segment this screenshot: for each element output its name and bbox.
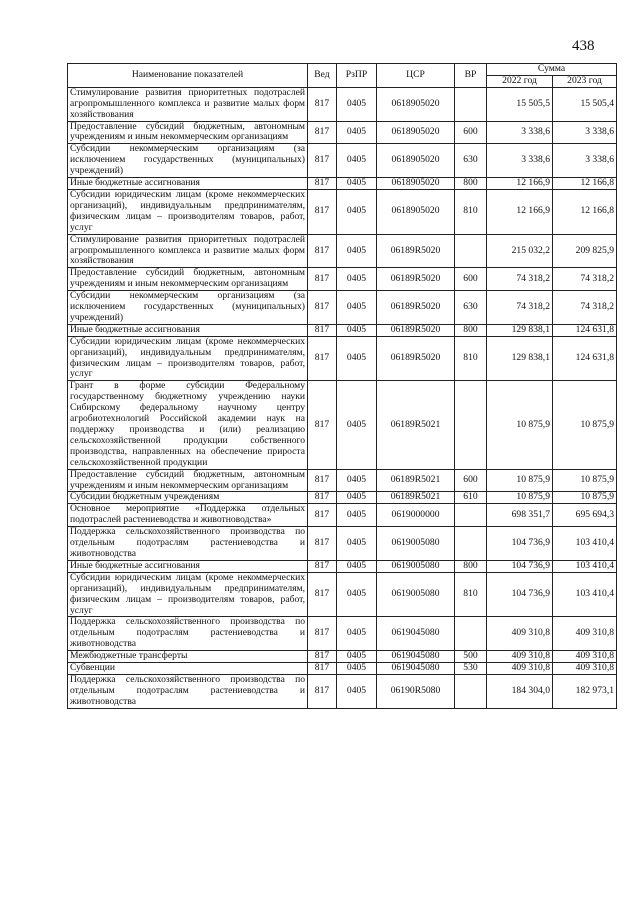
- cell-vr: 500: [455, 651, 487, 663]
- table-row: [68, 324, 617, 336]
- cell-csr: 0619045080: [377, 617, 455, 651]
- table-row: [68, 144, 617, 178]
- cell-y2023: 182 973,1: [553, 674, 617, 708]
- col-header-sum: Сумма: [487, 64, 617, 76]
- table-row: [68, 572, 617, 617]
- cell-rzpr: 0405: [337, 572, 377, 617]
- cell-y2022: 129 838,1: [487, 336, 553, 381]
- cell-y2022: 12 166,9: [487, 178, 553, 190]
- cell-ved: 817: [308, 651, 337, 663]
- cell-name: Поддержка сельскохозяйственного производства по отдельным подотраслям растениеводства и животноводства: [68, 674, 308, 708]
- cell-ved: 817: [308, 324, 337, 336]
- cell-csr: 0618905020: [377, 121, 455, 144]
- cell-vr: [455, 87, 487, 121]
- cell-ved: 817: [308, 336, 337, 381]
- cell-rzpr: 0405: [337, 268, 377, 291]
- cell-name: Поддержка сельскохозяйственного производства по отдельным подотраслям растениеводства и животноводства: [68, 617, 308, 651]
- cell-vr: 810: [455, 189, 487, 234]
- table-row: [68, 663, 617, 675]
- cell-ved: 817: [308, 291, 337, 325]
- cell-ved: 817: [308, 469, 337, 492]
- cell-rzpr: 0405: [337, 663, 377, 675]
- cell-ved: 817: [308, 178, 337, 190]
- cell-rzpr: 0405: [337, 324, 377, 336]
- cell-csr: 0619005080: [377, 527, 455, 561]
- cell-y2022: 129 838,1: [487, 324, 553, 336]
- cell-rzpr: 0405: [337, 178, 377, 190]
- cell-name: Субсидии юридическим лицам (кроме некоммерческих организаций), индивидуальным предпринимателям, физическим лицам – производителям товаров, работ, услуг: [68, 189, 308, 234]
- cell-ved: 817: [308, 234, 337, 268]
- cell-y2023: 10 875,9: [553, 469, 617, 492]
- table-row: [68, 674, 617, 708]
- cell-vr: [455, 674, 487, 708]
- cell-y2023: 103 410,4: [553, 527, 617, 561]
- cell-ved: 817: [308, 381, 337, 469]
- cell-name: Субсидии юридическим лицам (кроме некоммерческих организаций), индивидуальным предпринимателям, физическим лицам – производителям товаров, работ, услуг: [68, 572, 308, 617]
- cell-name: Иные бюджетные ассигнования: [68, 324, 308, 336]
- table-row: [68, 381, 617, 469]
- cell-name: Иные бюджетные ассигнования: [68, 178, 308, 190]
- cell-ved: 817: [308, 560, 337, 572]
- cell-y2022: 409 310,8: [487, 617, 553, 651]
- cell-y2022: 104 736,9: [487, 572, 553, 617]
- cell-rzpr: 0405: [337, 492, 377, 504]
- budget-table: [67, 63, 617, 709]
- cell-csr: 06189R5021: [377, 381, 455, 469]
- cell-csr: 0618905020: [377, 144, 455, 178]
- table-header: [68, 64, 617, 88]
- cell-ved: 817: [308, 572, 337, 617]
- cell-vr: [455, 617, 487, 651]
- cell-y2023: 695 694,3: [553, 504, 617, 527]
- cell-ved: 817: [308, 674, 337, 708]
- table-row: [68, 617, 617, 651]
- cell-vr: [455, 381, 487, 469]
- cell-vr: 800: [455, 560, 487, 572]
- col-header-name: Наименование показателей: [68, 64, 308, 88]
- cell-y2023: 3 338,6: [553, 144, 617, 178]
- cell-csr: 06189R5021: [377, 469, 455, 492]
- col-header-rzpr: РзПР: [337, 64, 377, 88]
- cell-ved: 817: [308, 492, 337, 504]
- col-header-csr: ЦСР: [377, 64, 455, 88]
- cell-y2023: 10 875,9: [553, 492, 617, 504]
- cell-rzpr: 0405: [337, 651, 377, 663]
- cell-name: Субсидии бюджетным учреждениям: [68, 492, 308, 504]
- cell-y2022: 74 318,2: [487, 291, 553, 325]
- cell-rzpr: 0405: [337, 189, 377, 234]
- col-header-2023: 2023 год: [553, 75, 617, 87]
- cell-ved: 817: [308, 121, 337, 144]
- table-row: [68, 291, 617, 325]
- cell-vr: 600: [455, 268, 487, 291]
- cell-csr: 0619045080: [377, 663, 455, 675]
- cell-csr: 06189R5020: [377, 324, 455, 336]
- cell-csr: 06189R5020: [377, 234, 455, 268]
- cell-name: Стимулирование развития приоритетных подотраслей агропромышленного комплекса и развитие малых форм хозяйствования: [68, 87, 308, 121]
- cell-csr: 06190R5080: [377, 674, 455, 708]
- cell-csr: 0619005080: [377, 572, 455, 617]
- cell-csr: 06189R5021: [377, 492, 455, 504]
- cell-y2023: 3 338,6: [553, 121, 617, 144]
- cell-vr: 800: [455, 178, 487, 190]
- table-row: [68, 651, 617, 663]
- cell-rzpr: 0405: [337, 527, 377, 561]
- table-row: [68, 492, 617, 504]
- cell-vr: 810: [455, 572, 487, 617]
- cell-y2022: 215 032,2: [487, 234, 553, 268]
- cell-y2023: 124 631,8: [553, 324, 617, 336]
- cell-csr: 0618905020: [377, 87, 455, 121]
- cell-y2023: 74 318,2: [553, 268, 617, 291]
- page-number: 438: [572, 38, 595, 54]
- cell-rzpr: 0405: [337, 381, 377, 469]
- col-header-ved: Вед: [308, 64, 337, 88]
- cell-ved: 817: [308, 504, 337, 527]
- table-row: [68, 560, 617, 572]
- cell-vr: 600: [455, 121, 487, 144]
- cell-rzpr: 0405: [337, 674, 377, 708]
- cell-name: Субсидии юридическим лицам (кроме некоммерческих организаций), индивидуальным предпринимателям, физическим лицам – производителям товаров, работ, услуг: [68, 336, 308, 381]
- table-row: [68, 469, 617, 492]
- cell-vr: 610: [455, 492, 487, 504]
- cell-rzpr: 0405: [337, 291, 377, 325]
- cell-name: Субвенции: [68, 663, 308, 675]
- table-row: [68, 178, 617, 190]
- cell-rzpr: 0405: [337, 87, 377, 121]
- cell-y2022: 698 351,7: [487, 504, 553, 527]
- cell-vr: 530: [455, 663, 487, 675]
- cell-ved: 817: [308, 527, 337, 561]
- cell-y2022: 15 505,5: [487, 87, 553, 121]
- cell-y2022: 3 338,6: [487, 144, 553, 178]
- cell-vr: [455, 527, 487, 561]
- cell-y2023: 10 875,9: [553, 381, 617, 469]
- cell-vr: 600: [455, 469, 487, 492]
- cell-y2022: 409 310,8: [487, 663, 553, 675]
- cell-y2023: 12 166,8: [553, 189, 617, 234]
- cell-y2023: 103 410,4: [553, 572, 617, 617]
- table-row: [68, 268, 617, 291]
- cell-name: Основное мероприятие «Поддержка отдельных подотраслей растениеводства и животноводства»: [68, 504, 308, 527]
- cell-ved: 817: [308, 663, 337, 675]
- cell-y2022: 104 736,9: [487, 527, 553, 561]
- cell-name: Субсидии некоммерческим организациям (за исключением государственных (муниципальных) учреждений): [68, 291, 308, 325]
- cell-ved: 817: [308, 268, 337, 291]
- col-header-vr: ВР: [455, 64, 487, 88]
- cell-name: Предоставление субсидий бюджетным, автономным учреждениям и иным некоммерческим организациям: [68, 268, 308, 291]
- table-body: [68, 87, 617, 708]
- cell-rzpr: 0405: [337, 336, 377, 381]
- cell-y2022: 12 166,9: [487, 189, 553, 234]
- cell-y2023: 209 825,9: [553, 234, 617, 268]
- cell-name: Предоставление субсидий бюджетным, автономным учреждениям и иным некоммерческим организациям: [68, 469, 308, 492]
- cell-ved: 817: [308, 87, 337, 121]
- cell-y2023: 103 410,4: [553, 560, 617, 572]
- cell-name: Предоставление субсидий бюджетным, автономным учреждениям и иным некоммерческим организациям: [68, 121, 308, 144]
- table-row: [68, 189, 617, 234]
- cell-csr: 0619005080: [377, 560, 455, 572]
- cell-csr: 0619000000: [377, 504, 455, 527]
- cell-name: Грант в форме субсидии Федеральному государственному бюджетному учреждению науки Сибирскому федеральному научному центру агробиотехнологий Российской академии наук на поддержку производства и (или) реализацию сельскохозяйственной продукции собственного производства, направленных на обеспечение прироста сельскохозяйственной продукции: [68, 381, 308, 469]
- cell-y2023: 124 631,8: [553, 336, 617, 381]
- cell-rzpr: 0405: [337, 234, 377, 268]
- cell-y2023: 409 310,8: [553, 663, 617, 675]
- table-row: [68, 234, 617, 268]
- table-row: [68, 87, 617, 121]
- cell-y2022: 10 875,9: [487, 492, 553, 504]
- cell-name: Стимулирование развития приоритетных подотраслей агропромышленного комплекса и развитие малых форм хозяйствования: [68, 234, 308, 268]
- cell-csr: 06189R5020: [377, 268, 455, 291]
- cell-name: Межбюджетные трансферты: [68, 651, 308, 663]
- cell-vr: 810: [455, 336, 487, 381]
- cell-csr: 0618905020: [377, 178, 455, 190]
- cell-y2022: 10 875,9: [487, 381, 553, 469]
- cell-rzpr: 0405: [337, 121, 377, 144]
- cell-y2023: 409 310,8: [553, 651, 617, 663]
- cell-y2022: 184 304,0: [487, 674, 553, 708]
- cell-vr: [455, 234, 487, 268]
- cell-rzpr: 0405: [337, 469, 377, 492]
- cell-csr: 06189R5020: [377, 291, 455, 325]
- cell-rzpr: 0405: [337, 144, 377, 178]
- cell-csr: 06189R5020: [377, 336, 455, 381]
- table-row: [68, 121, 617, 144]
- cell-y2022: 10 875,9: [487, 469, 553, 492]
- col-header-2022: 2022 год: [487, 75, 553, 87]
- cell-ved: 817: [308, 617, 337, 651]
- cell-ved: 817: [308, 144, 337, 178]
- cell-y2022: 104 736,9: [487, 560, 553, 572]
- cell-csr: 0618905020: [377, 189, 455, 234]
- cell-y2023: 409 310,8: [553, 617, 617, 651]
- cell-vr: 630: [455, 144, 487, 178]
- table-row: [68, 336, 617, 381]
- cell-y2023: 15 505,4: [553, 87, 617, 121]
- cell-rzpr: 0405: [337, 560, 377, 572]
- cell-y2022: 74 318,2: [487, 268, 553, 291]
- cell-y2022: 3 338,6: [487, 121, 553, 144]
- table-row: [68, 504, 617, 527]
- cell-y2023: 74 318,2: [553, 291, 617, 325]
- cell-csr: 0619045080: [377, 651, 455, 663]
- cell-rzpr: 0405: [337, 504, 377, 527]
- cell-y2022: 409 310,8: [487, 651, 553, 663]
- cell-name: Иные бюджетные ассигнования: [68, 560, 308, 572]
- cell-ved: 817: [308, 189, 337, 234]
- cell-name: Субсидии некоммерческим организациям (за исключением государственных (муниципальных) учреждений): [68, 144, 308, 178]
- cell-name: Поддержка сельскохозяйственного производства по отдельным подотраслям растениеводства и животноводства: [68, 527, 308, 561]
- cell-rzpr: 0405: [337, 617, 377, 651]
- cell-vr: 630: [455, 291, 487, 325]
- cell-vr: 800: [455, 324, 487, 336]
- cell-vr: [455, 504, 487, 527]
- cell-y2023: 12 166,8: [553, 178, 617, 190]
- table-row: [68, 527, 617, 561]
